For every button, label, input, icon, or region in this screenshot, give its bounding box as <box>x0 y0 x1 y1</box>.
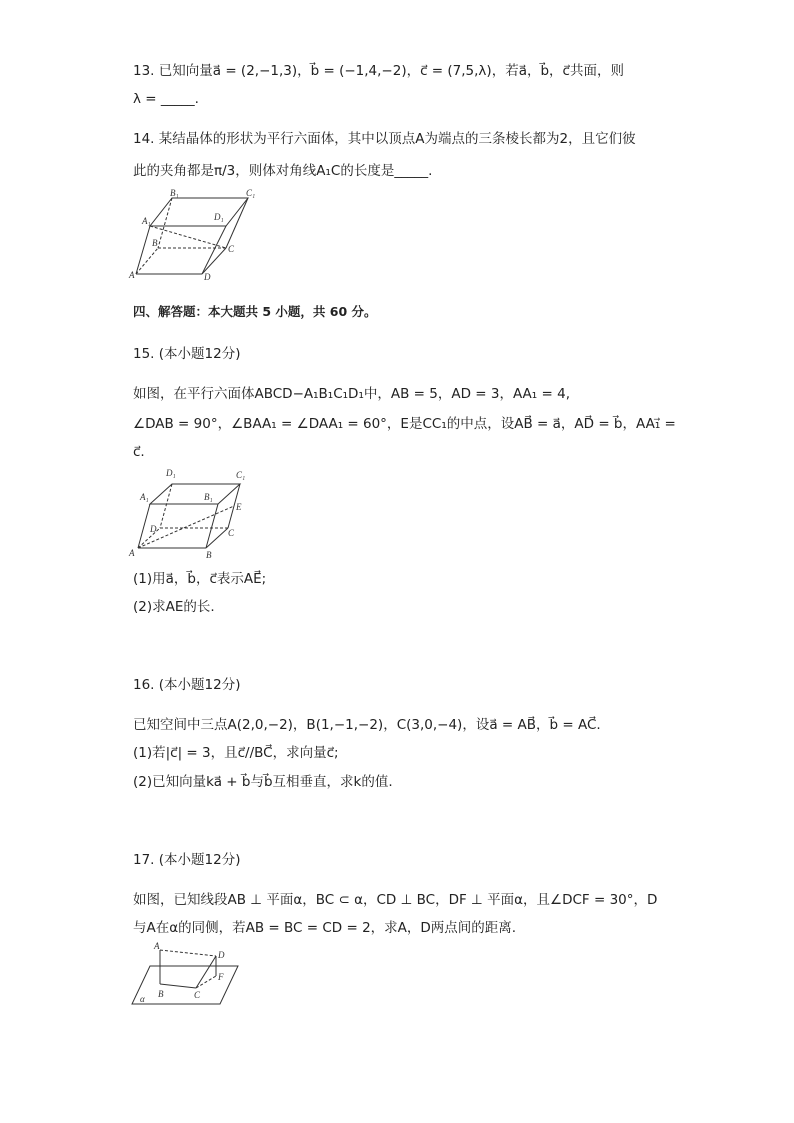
q14-parallelepiped-figure <box>128 188 268 280</box>
q17-label-C: C <box>194 990 201 1000</box>
section4-heading: 四、解答题：本大题共 5 小题，共 60 分。 <box>133 304 377 319</box>
q13-line2: λ = _____. <box>133 91 199 107</box>
q15-label-C1: C₁ <box>236 470 246 480</box>
q15-label-A1: A₁ <box>140 492 149 502</box>
q14-label-D: D <box>204 272 211 280</box>
q17-plane-figure <box>130 940 242 1008</box>
q13-line1: 13. 已知向量a⃗ = (2,−1,3)，b⃗ = (−1,4,−2)，c⃗ = (7,5,λ)，若a⃗，b⃗，c⃗共面，则 <box>133 63 624 79</box>
q15-header: 15. (本小题12分) <box>133 346 241 362</box>
q14-label-D1: D₁ <box>214 212 224 222</box>
q15-line1: 如图，在平行六面体ABCD−A₁B₁C₁D₁中，AB = 5，AD = 3，AA₁ = 4, <box>133 386 570 402</box>
q14-line2: 此的夹角都是π/3，则体对角线A₁C的长度是_____. <box>133 163 433 179</box>
q17-label-A: A <box>154 941 160 951</box>
q16-part1: (1)若|c⃗| = 3，且c⃗//BC⃗，求向量c⃗; <box>133 745 339 761</box>
q14-label-C1: C₁ <box>246 188 256 198</box>
q17-label-B: B <box>158 989 164 999</box>
q15-label-B1: B₁ <box>204 492 213 502</box>
q15-line2: ∠DAB = 90°，∠BAA₁ = ∠DAA₁ = 60°，E是CC₁的中点，设AB⃗ = a⃗，AD⃗ = b⃗，AA₁⃗ = <box>133 416 676 432</box>
q14-line1: 14. 某结晶体的形状为平行六面体，其中以顶点A为端点的三条棱长都为2，且它们彼 <box>133 131 636 147</box>
q15-label-E: E <box>236 502 242 512</box>
q15-label-D1: D₁ <box>166 468 176 478</box>
q17-header: 17. (本小题12分) <box>133 852 241 868</box>
q15-part2: (2)求AE的长. <box>133 599 215 615</box>
q14-label-A1: A₁ <box>142 216 151 226</box>
q17-line2: 与A在α的同侧，若AB = BC = CD = 2，求A，D两点间的距离. <box>133 920 517 936</box>
q17-label-F: F <box>218 972 224 982</box>
q16-line1: 已知空间中三点A(2,0,−2)，B(1,−1,−2)，C(3,0,−4)，设a⃗ = AB⃗，b⃗ = AC⃗. <box>133 717 601 733</box>
q15-parallelepiped-figure <box>128 466 258 562</box>
q15-label-D: D <box>150 524 157 534</box>
q15-label-A: A <box>129 548 135 558</box>
q17-label-D: D <box>218 950 225 960</box>
q15-part1: (1)用a⃗，b⃗，c⃗表示AE⃗; <box>133 571 267 587</box>
q14-label-B1: B₁ <box>170 188 179 198</box>
q15-label-B: B <box>206 550 212 560</box>
q17-line1: 如图，已知线段AB ⊥ 平面α，BC ⊂ α，CD ⊥ BC，DF ⊥ 平面α，且∠DCF = 30°，D <box>133 892 658 908</box>
q16-part2: (2)已知向量ka⃗ + b⃗与b⃗互相垂直，求k的值. <box>133 774 393 790</box>
q14-label-A: A <box>129 270 135 280</box>
q17-label-alpha: α <box>140 994 145 1004</box>
q14-label-C: C <box>228 244 235 254</box>
q16-header: 16. (本小题12分) <box>133 677 241 693</box>
q15-label-C: C <box>228 528 235 538</box>
q14-label-B: B <box>152 238 158 248</box>
q15-line3: c⃗. <box>133 444 145 460</box>
